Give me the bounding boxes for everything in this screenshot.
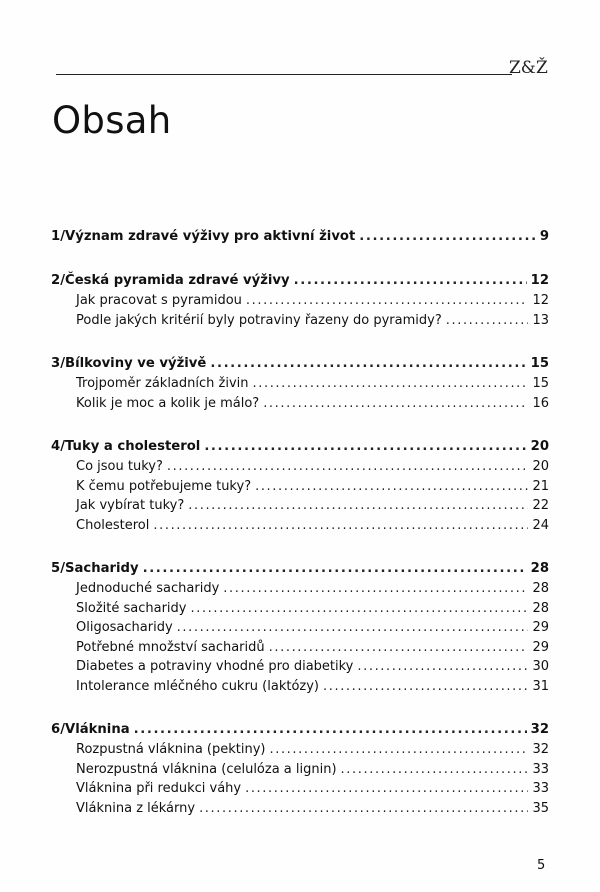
section-title: Nerozpustná vláknina (celulóza a lignin): [76, 761, 337, 777]
chapter-separator: /: [60, 229, 66, 244]
section-page: 22: [532, 498, 549, 513]
page-title: Obsah: [52, 99, 172, 142]
dot-leader: [323, 679, 528, 694]
section-title: Intolerance mléčného cukru (laktózy): [76, 678, 319, 694]
header-rule: [56, 74, 512, 75]
dot-leader: [269, 640, 529, 655]
chapter-number: 6: [51, 722, 61, 737]
chapter-page: 9: [539, 229, 549, 244]
section-page: 20: [532, 459, 549, 474]
dot-leader: [253, 376, 529, 391]
dot-leader: [134, 722, 527, 737]
chapter-page: 20: [530, 439, 549, 454]
dot-leader: [223, 581, 528, 596]
section-title: K čemu potřebujeme tuky?: [76, 478, 252, 494]
section-title: Složité sacharidy: [76, 600, 187, 616]
dot-leader: [188, 498, 528, 513]
section-page: 28: [532, 600, 549, 616]
dot-leader: [446, 313, 529, 328]
section-title: Potřebné množství sacharidů: [76, 639, 265, 655]
chapter-number: 4: [51, 439, 61, 454]
toc-section-entry[interactable]: [51, 459, 549, 479]
section-title: Oligosacharidy: [76, 620, 173, 635]
dot-leader: [153, 518, 528, 533]
dot-leader: [357, 659, 528, 674]
chapter-title: Česká pyramida zdravé výživy: [65, 273, 290, 288]
section-page: 16: [532, 395, 549, 411]
chapter-title: Význam zdravé výživy pro aktivní život: [65, 229, 356, 244]
toc-chapter-entry[interactable]: [51, 356, 549, 376]
chapter-separator: /: [60, 722, 66, 737]
toc-chapter: [51, 229, 549, 249]
section-page: 29: [532, 639, 549, 655]
toc-section-entry[interactable]: [51, 376, 549, 396]
dot-leader: [190, 601, 528, 616]
chapter-separator: /: [60, 561, 66, 576]
section-page: 35: [532, 800, 549, 816]
toc-section-entry[interactable]: [51, 659, 549, 679]
toc-chapter: [51, 439, 549, 537]
toc-chapter: [51, 273, 549, 332]
toc-section-entry[interactable]: [51, 742, 549, 762]
dot-leader: [204, 439, 526, 454]
section-title: Jednoduché sacharidy: [76, 581, 220, 596]
section-page: 15: [532, 376, 549, 391]
section-page: 33: [532, 781, 549, 796]
section-page: 30: [532, 659, 549, 674]
section-title: Vláknina při redukci váhy: [76, 781, 242, 796]
table-of-contents: [51, 229, 549, 844]
section-page: 29: [532, 620, 549, 635]
dot-leader: [359, 229, 536, 244]
chapter-page: 28: [530, 561, 549, 576]
chapter-number: 3: [51, 356, 61, 371]
toc-section-entry[interactable]: [51, 679, 549, 699]
section-title: Trojpoměr základních živin: [76, 376, 249, 391]
chapter-page: 32: [530, 722, 549, 737]
dot-leader: [167, 459, 529, 474]
toc-section-entry[interactable]: [51, 601, 549, 621]
dot-leader: [294, 273, 527, 288]
chapter-separator: /: [60, 273, 66, 288]
section-page: 32: [532, 742, 549, 757]
dot-leader: [177, 620, 529, 635]
chapter-page: 15: [530, 356, 549, 371]
dot-leader: [143, 561, 527, 576]
toc-chapter: [51, 722, 549, 820]
toc-chapter-entry[interactable]: [51, 561, 549, 581]
dot-leader: [269, 742, 528, 757]
section-page: 24: [532, 517, 549, 533]
section-page: 33: [532, 761, 549, 777]
dot-leader: [255, 479, 528, 494]
toc-section-entry[interactable]: [51, 640, 549, 660]
chapter-number: 2: [51, 273, 61, 288]
toc-chapter-entry[interactable]: [51, 722, 549, 742]
toc-section-entry[interactable]: [51, 518, 549, 538]
chapter-title: Bílkoviny ve výživě: [65, 356, 207, 371]
toc-section-entry[interactable]: [51, 498, 549, 518]
dot-leader: [341, 762, 529, 777]
section-title: Kolik je moc a kolik je málo?: [76, 395, 260, 411]
dot-leader: [263, 396, 528, 411]
dot-leader: [210, 356, 526, 371]
chapter-separator: /: [60, 439, 66, 454]
section-title: Jak pracovat s pyramidou: [76, 293, 242, 308]
toc-section-entry[interactable]: [51, 781, 549, 801]
section-title: Co jsou tuky?: [76, 459, 163, 474]
toc-chapter-entry[interactable]: [51, 273, 549, 293]
toc-section-entry[interactable]: [51, 479, 549, 499]
toc-chapter-entry[interactable]: [51, 229, 549, 249]
section-title: Jak vybírat tuky?: [76, 498, 185, 513]
section-page: 28: [532, 581, 549, 596]
section-title: Vláknina z lékárny: [76, 800, 196, 816]
section-title: Cholesterol: [76, 517, 150, 533]
toc-section-entry[interactable]: [51, 581, 549, 601]
toc-section-entry[interactable]: [51, 762, 549, 782]
toc-section-entry[interactable]: [51, 396, 549, 416]
section-page: 31: [532, 678, 549, 694]
toc-chapter: [51, 356, 549, 415]
chapter-number: 5: [51, 561, 61, 576]
toc-section-entry[interactable]: [51, 801, 549, 821]
chapter-title: Vláknina: [65, 722, 130, 737]
chapter-title: Sacharidy: [65, 561, 139, 576]
toc-chapter-entry[interactable]: [51, 439, 549, 459]
chapter-separator: /: [60, 356, 66, 371]
dot-leader: [199, 801, 528, 816]
chapter-page: 12: [530, 273, 549, 288]
dot-leader: [246, 293, 529, 308]
section-title: Diabetes a potraviny vhodné pro diabetiky: [76, 659, 354, 674]
toc-chapter: [51, 561, 549, 698]
chapter-number: 1: [51, 229, 61, 244]
dot-leader: [245, 781, 528, 796]
toc-section-entry[interactable]: [51, 313, 549, 333]
section-title: Rozpustná vláknina (pektiny): [76, 742, 266, 757]
publisher-logo: Z&Ž: [509, 58, 548, 78]
section-page: 13: [532, 312, 549, 328]
section-title: Podle jakých kritérií byly potraviny řazeny do pyramidy?: [76, 312, 442, 328]
toc-section-entry[interactable]: [51, 620, 549, 640]
section-page: 21: [532, 478, 549, 494]
chapter-title: Tuky a cholesterol: [65, 439, 201, 454]
section-page: 12: [532, 293, 549, 308]
page-number: 5: [537, 858, 546, 873]
toc-section-entry[interactable]: [51, 293, 549, 313]
